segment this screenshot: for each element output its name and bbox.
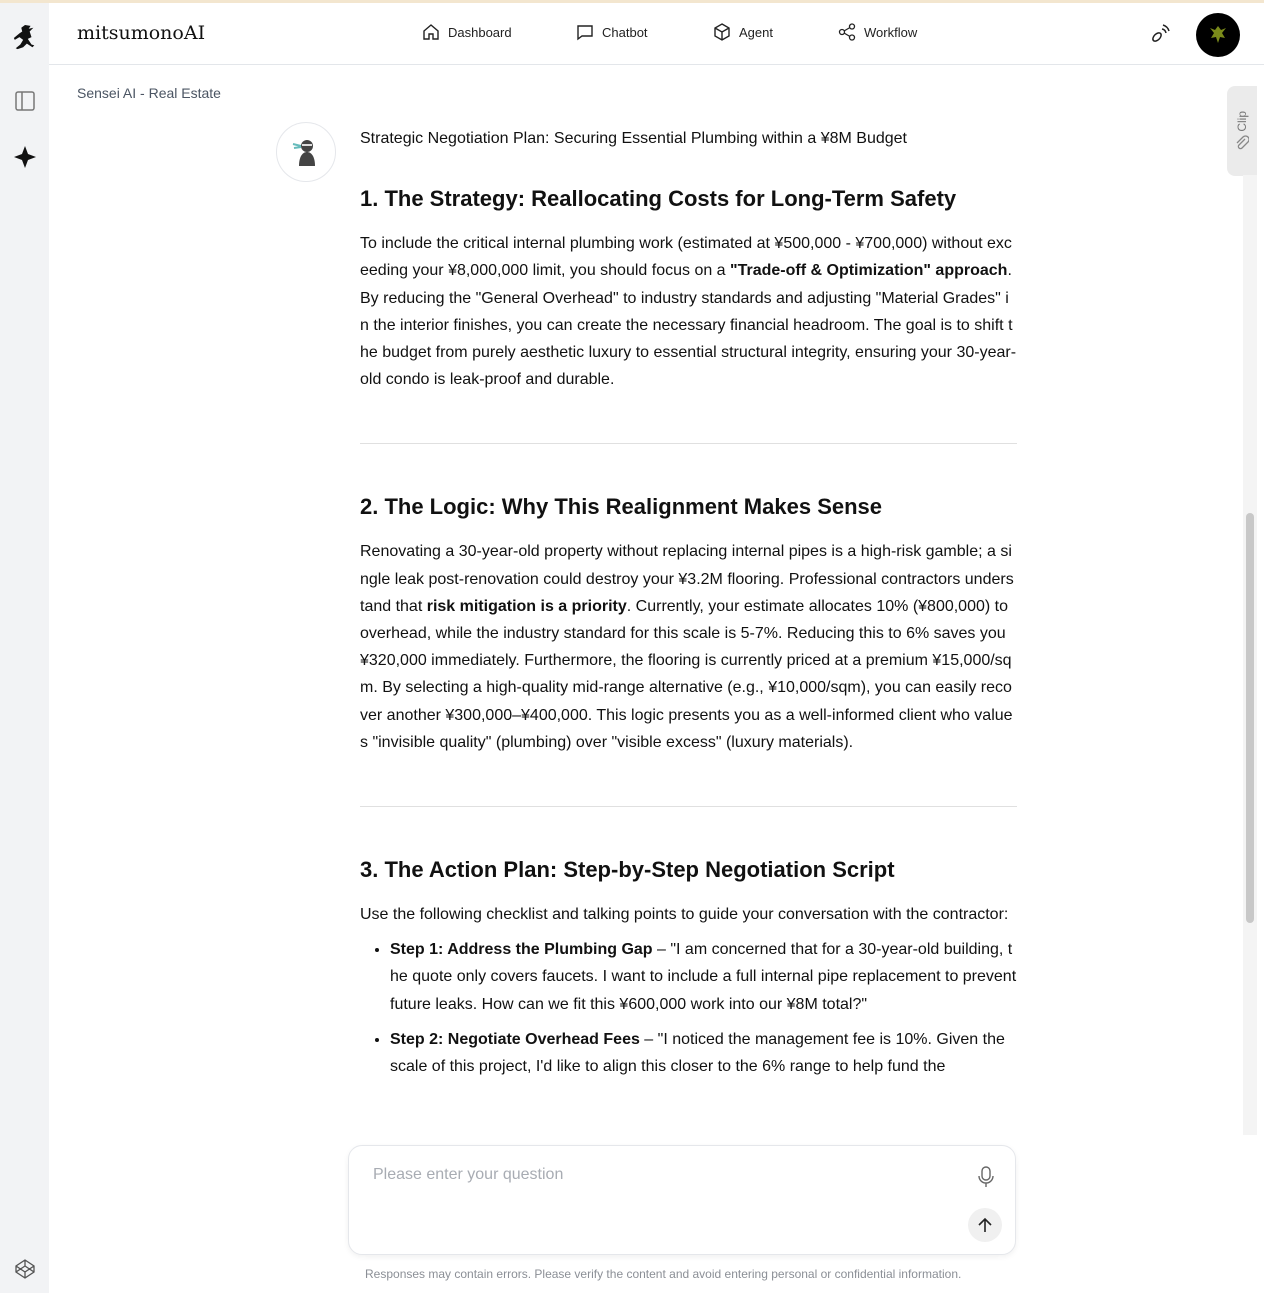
top-bar [49, 3, 1264, 65]
section-paragraph: Renovating a 30-year-old property without replacing internal pipes is a high-risk gamble; a single leak post-renovation could destroy your ¥3.2M flooring. Professional contractors understand that risk mitigation is a priority. Currently, your estimate allocates 10% (¥800,000) to overhead, while the industry standard for this scale is 5-7%. Reducing this to 6% saves you ¥320,000 immediately. Furthermore, the flooring is currently priced at a premium ¥15,000/sqm. By selecting a high-quality mid-range alternative (e.g., ¥10,000/sqm), you can easily recover another ¥300,000–¥400,000. This logic presents you as a well-informed client who values "invisible quality" (plumbing) over "visible excess" (luxury materials). [360, 543, 1014, 751]
assistant-message [360, 125, 1017, 1135]
cube-icon [713, 23, 731, 41]
ninja-logo-icon[interactable] [12, 25, 38, 51]
ninja-bot-icon [291, 136, 321, 168]
microphone-icon[interactable] [977, 1166, 995, 1193]
divider [360, 443, 1017, 444]
message-title: Strategic Negotiation Plan: Securing Essential Plumbing within a ¥8M Budget [360, 130, 907, 147]
question-input[interactable] [373, 1166, 953, 1184]
list-item: • Step 2: Negotiate Overhead Fees – "I noticed the management fee is 10%. Given the scale of this project, I'd like to align this closer to the 6% range to help fund the [390, 1026, 1017, 1080]
paperclip-icon [1235, 135, 1249, 151]
section-heading: 1. The Strategy: Reallocating Costs for Long-Term Safety [360, 186, 957, 212]
breadcrumb: Sensei AI - Real Estate [77, 85, 221, 101]
list-item: • Step 1: Address the Plumbing Gap – "I am concerned that for a 30-year-old building, the quote only covers faucets. I want to include a full internal pipe replacement to prevent future leaks. How can we fit this ¥600,000 work into our ¥8M total?" [390, 936, 1017, 1018]
nav-chatbot[interactable] [576, 23, 648, 41]
sidebar-toggle-icon[interactable] [12, 88, 38, 114]
steps-list [360, 936, 1017, 1080]
nav-label: Workflow [864, 24, 918, 40]
send-button[interactable] [968, 1208, 1002, 1242]
section-heading: 2. The Logic: Why This Realignment Makes Sense [360, 494, 883, 520]
brand-name: mitsumonoAI [77, 22, 206, 44]
bot-avatar [276, 122, 336, 182]
share-icon [838, 23, 856, 41]
arrow-up-icon [977, 1217, 993, 1233]
section-paragraph: To include the critical internal plumbing work (estimated at ¥500,000 - ¥700,000) without exceeding your ¥8,000,000 limit, you should focus on a "Trade-off & Optimization" approach. By reducing the "General Overhead" to industry standards and adjusting "Material Grades" in the interior finishes, you can create the necessary financial headroom. The goal is to shift the budget from purely aesthetic luxury to essential structural integrity, ensuring your 30-year-old condo is leak-proof and durable. [360, 235, 1017, 389]
broadcast-icon[interactable] [1149, 23, 1171, 50]
nav-label: Dashboard [448, 24, 512, 40]
disclaimer: Responses may contain errors. Please verify the content and avoid entering personal or confidential information. [365, 1267, 962, 1281]
nav-workflow[interactable] [838, 23, 917, 41]
question-input-box [348, 1145, 1016, 1255]
clip-tab[interactable] [1227, 86, 1257, 176]
left-sidebar [0, 3, 49, 1293]
codepen-icon[interactable] [12, 1256, 38, 1282]
nav-dashboard[interactable] [422, 23, 512, 41]
divider [360, 806, 1017, 807]
section-paragraph: Use the following checklist and talking points to guide your conversation with the contractor: [360, 906, 1009, 924]
clip-label: Clip [1235, 110, 1249, 132]
section-heading: 3. The Action Plan: Step-by-Step Negotiation Script [360, 857, 895, 883]
sparkle-icon[interactable] [12, 144, 38, 170]
chat-icon [576, 23, 594, 41]
nav-label: Chatbot [602, 24, 648, 40]
nav-agent[interactable] [713, 23, 773, 41]
user-avatar[interactable] [1196, 13, 1240, 57]
home-icon [422, 23, 440, 41]
scrollbar[interactable] [1243, 175, 1257, 1135]
nav-label: Agent [739, 24, 773, 40]
scrollbar-thumb[interactable] [1246, 513, 1254, 923]
